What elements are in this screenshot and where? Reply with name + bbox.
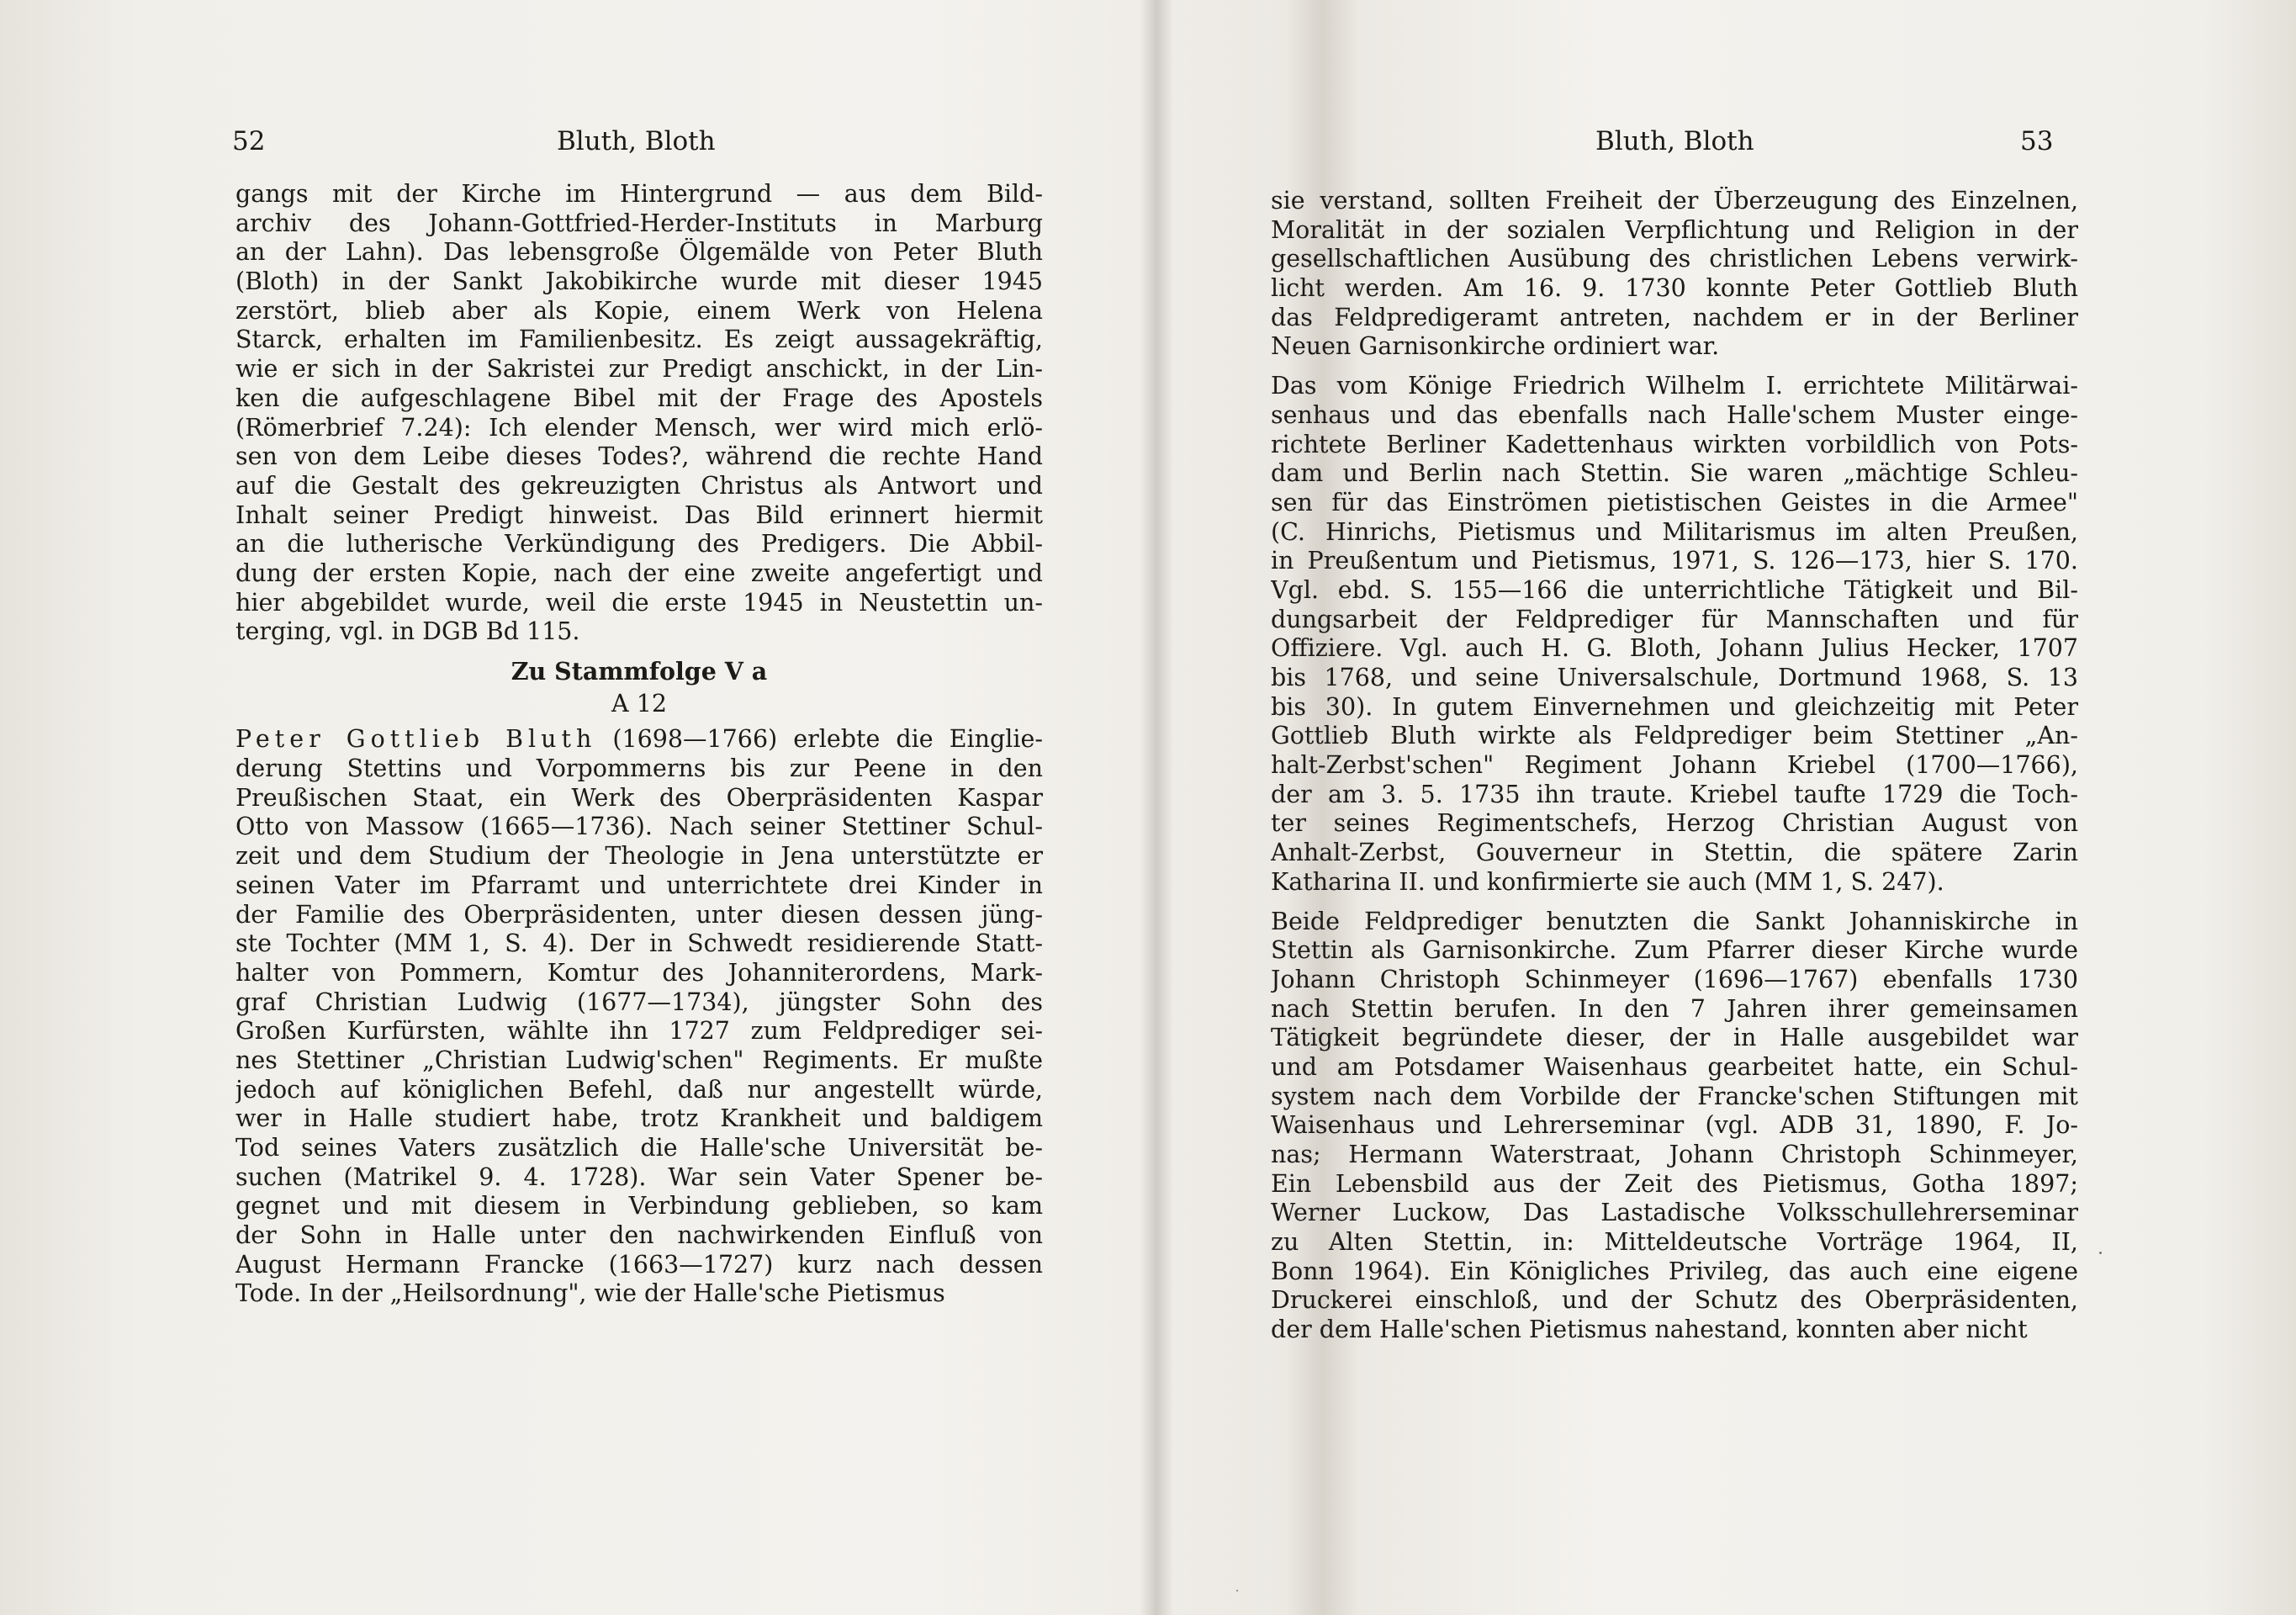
text-line: licht werden. Am 16. 9. 1730 konnte Peter Gottlieb Bluth [1271, 274, 2078, 303]
text-line: dung der ersten Kopie, nach der eine zweite angefertigt und [235, 559, 1043, 587]
text-line: gesellschaftlichen Ausübung des christlichen Lebens verwirk- [1271, 245, 2078, 273]
text-line: zu Alten Stettin, in: Mitteldeutsche Vorträge 1964, II, [1271, 1228, 2078, 1257]
text-line: nas; Hermann Waterstraat, Johann Christoph Schinmeyer, [1271, 1141, 2078, 1168]
paragraph [235, 725, 1043, 1309]
text-line: der am 3. 5. 1735 ihn traute. Kriebel taufte 1729 die Toch- [1271, 780, 2078, 808]
paragraph [1271, 908, 2078, 1345]
paragraph [1271, 372, 2078, 897]
text-line: Ein Lebensbild aus der Zeit des Pietismus, Gotha 1897; [1271, 1169, 2078, 1198]
right-text-column [1271, 187, 2078, 1345]
text-line: Neuen Garnisonkirche ordiniert war. [1271, 332, 1720, 361]
text-line: jedoch auf königlichen Befehl, daß nur angestellt würde, [235, 1075, 1043, 1104]
text-line: Tätigkeit begründete dieser, der in Halle ausgebildet war [1271, 1024, 2078, 1052]
text-line: auf die Gestalt des gekreuzigten Christus als Antwort und [235, 471, 1043, 500]
text-line: graf Christian Ludwig (1677—1734), jüngster Sohn des [235, 988, 1043, 1016]
text-line: an der Lahn). Das lebensgroße Ölgemälde von Peter Bluth [235, 238, 1043, 267]
section-heading: Zu Stammfolge V a [511, 657, 768, 686]
text-line [235, 725, 1043, 755]
text-line: der dem Halle'schen Pietismus nahestand, konnten aber nicht [1271, 1316, 2028, 1344]
text-line: bis 30). In gutem Einvernehmen und gleichzeitig mit Peter [1271, 692, 2078, 721]
text-line: Preußischen Staat, ein Werk des Oberpräsidenten Kaspar [235, 783, 1043, 812]
text-line: halt-Zerbst'schen" Regiment Johann Kriebel (1700—1766), [1271, 751, 2078, 780]
entry-number: A 12 [611, 689, 667, 717]
text-line: in Preußentum und Pietismus, 1971, S. 126—173, hier S. 170. [1271, 547, 2078, 575]
text-line: und am Potsdamer Waisenhaus gearbeitet hatte, ein Schul- [1271, 1052, 2078, 1081]
text-line: Offiziere. Vgl. auch H. G. Bloth, Johann Julius Hecker, 1707 [1271, 634, 2078, 663]
text-line: bis 1768, und seine Universalschule, Dortmund 1968, S. 13 [1271, 664, 2078, 691]
text-line: seinen Vater im Pfarramt und unterrichtete drei Kinder in [235, 871, 1043, 899]
paragraph [235, 180, 1043, 647]
text-line: system nach dem Vorbilde der Francke'schen Stiftungen mit [1271, 1082, 2078, 1110]
text-line: gangs mit der Kirche im Hintergrund — aus dem Bild- [235, 180, 1043, 208]
running-title: Bluth, Bloth [1595, 126, 1754, 156]
text-line: das Feldpredigeramt antreten, nachdem er in der Berliner [1271, 303, 2078, 331]
text-line: senhaus und das ebenfalls nach Halle'schem Muster einge- [1271, 400, 2078, 429]
text-line: ter seines Regimentschefs, Herzog Christian August von [1271, 809, 2078, 838]
text-line: (Bloth) in der Sankt Jakobikirche wurde mit dieser 1945 [235, 267, 1043, 296]
running-title: Bluth, Bloth [557, 126, 716, 156]
text-line: der Sohn in Halle unter den nachwirkenden Einfluß von [235, 1221, 1043, 1250]
text-line: dungsarbeit der Feldprediger für Mannschaften und für [1271, 605, 2078, 633]
text-line: richtete Berliner Kadettenhaus wirkten vorbildlich von Pots- [1271, 430, 2078, 458]
text-line: Tode. In der „Heilsordnung", wie der Halle'sche Pietismus [235, 1279, 945, 1308]
text-line: an die lutherische Verkündigung des Predigers. Die Abbil- [235, 530, 1043, 559]
text-line: dam und Berlin nach Stettin. Sie waren „mächtige Schleu- [1271, 459, 2078, 488]
paper-speck [2099, 1252, 2102, 1254]
text-line: sen für das Einströmen pietistischen Geistes in die Armee" [1271, 488, 2078, 516]
text-line: Moralität in der sozialen Verpflichtung und Religion in der [1271, 215, 2078, 244]
person-name: Peter Gottlieb Bluth [235, 725, 597, 754]
text-line: Großen Kurfürsten, wählte ihn 1727 zum Feldprediger sei- [235, 1017, 1043, 1046]
text-line: gegnet und mit diesem in Verbindung geblieben, so kam [235, 1192, 1043, 1221]
text-line: (Römerbrief 7.24): Ich elender Mensch, wer wird mich erlö- [235, 413, 1043, 442]
text-line: terging, vgl. in DGB Bd 115. [235, 617, 580, 646]
paper-speck [1236, 1590, 1238, 1591]
text-line: (C. Hinrichs, Pietismus und Militarismus im alten Preußen, [1271, 517, 2078, 546]
text-line: Bonn 1964). Ein Königliches Privileg, das auch eine eigene [1271, 1257, 2078, 1285]
text-line: derung Stettins und Vorpommerns bis zur Peene in den [235, 755, 1043, 783]
text-line: August Hermann Francke (1663—1727) kurz nach dessen [235, 1250, 1043, 1279]
text-line: Gottlieb Bluth wirkte als Feldprediger beim Stettiner „An- [1271, 722, 2078, 750]
text-fragment: (1698—1766) erlebte die Einglie- [596, 725, 1043, 754]
text-line: Das vom Könige Friedrich Wilhelm I. errichtete Militärwai- [1271, 372, 2078, 400]
text-line: nach Stettin berufen. In den 7 Jahren ihrer gemeinsamen [1271, 994, 2078, 1023]
text-line: suchen (Matrikel 9. 4. 1728). War sein Vater Spener be- [235, 1162, 1043, 1191]
text-line: hier abgebildet wurde, weil die erste 1945 in Neustettin un- [235, 588, 1043, 617]
text-line: Tod seines Vaters zusätzlich die Halle'sche Universität be- [235, 1134, 1043, 1162]
left-page [0, 0, 1145, 1615]
text-line: ken die aufgeschlagene Bibel mit der Frage des Apostels [235, 384, 1043, 412]
text-line: wie er sich in der Sakristei zur Predigt anschickt, in der Lin- [235, 355, 1043, 384]
text-line: sie verstand, sollten Freiheit der Überzeugung des Einzelnen, [1271, 187, 2078, 214]
text-line: Stettin als Garnisonkirche. Zum Pfarrer dieser Kirche wurde [1271, 936, 2078, 965]
text-line: wer in Halle studiert habe, trotz Krankheit und baldigem [235, 1104, 1043, 1133]
text-line: der Familie des Oberpräsidenten, unter diesen dessen jüng- [235, 900, 1043, 929]
text-line: zeit und dem Studium der Theologie in Jena unterstützte er [235, 842, 1043, 871]
text-line: Waisenhaus und Lehrerseminar (vgl. ADB 31, 1890, F. Jo- [1271, 1111, 2078, 1140]
left-text-column [235, 180, 1043, 1309]
text-line: nes Stettiner „Christian Ludwig'schen" Regiments. Er mußte [235, 1046, 1043, 1074]
text-line: archiv des Johann-Gottfried-Herder-Instituts in Marburg [235, 209, 1043, 237]
text-line: Inhalt seiner Predigt hinweist. Das Bild erinnert hiermit [235, 500, 1043, 529]
text-line: Beide Feldprediger benutzten die Sankt Johanniskirche in [1271, 907, 2078, 935]
text-line: zerstört, blieb aber als Kopie, einem Werk von Helena [235, 296, 1043, 325]
text-line: Druckerei einschloß, und der Schutz des Oberpräsidenten, [1271, 1286, 2078, 1315]
text-line: Werner Luckow, Das Lastadische Volksschullehrerseminar [1271, 1199, 2078, 1227]
text-line: Otto von Massow (1665—1736). Nach seiner Stettiner Schul- [235, 813, 1043, 841]
text-line: Starck, erhalten im Familienbesitz. Es zeigt aussagekräftig, [235, 326, 1043, 354]
page-number: 53 [2020, 126, 2054, 156]
text-line: sen von dem Leibe dieses Todes?, während die rechte Hand [235, 442, 1043, 471]
text-line: Vgl. ebd. S. 155—166 die unterrichtliche Tätigkeit und Bil- [1271, 575, 2078, 604]
right-page [1151, 0, 2296, 1615]
page-number: 52 [232, 126, 266, 156]
text-line: ste Tochter (MM 1, S. 4). Der in Schwedt residierende Statt- [235, 929, 1043, 958]
text-line: Katharina II. und konfirmierte sie auch (MM 1, S. 247). [1271, 867, 1944, 896]
paragraph [1271, 187, 2078, 362]
text-line: halter von Pommern, Komtur des Johanniterordens, Mark- [235, 958, 1043, 987]
text-line: Anhalt-Zerbst, Gouverneur in Stettin, die spätere Zarin [1271, 839, 2078, 867]
text-line: Johann Christoph Schinmeyer (1696—1767) ebenfalls 1730 [1271, 965, 2078, 993]
